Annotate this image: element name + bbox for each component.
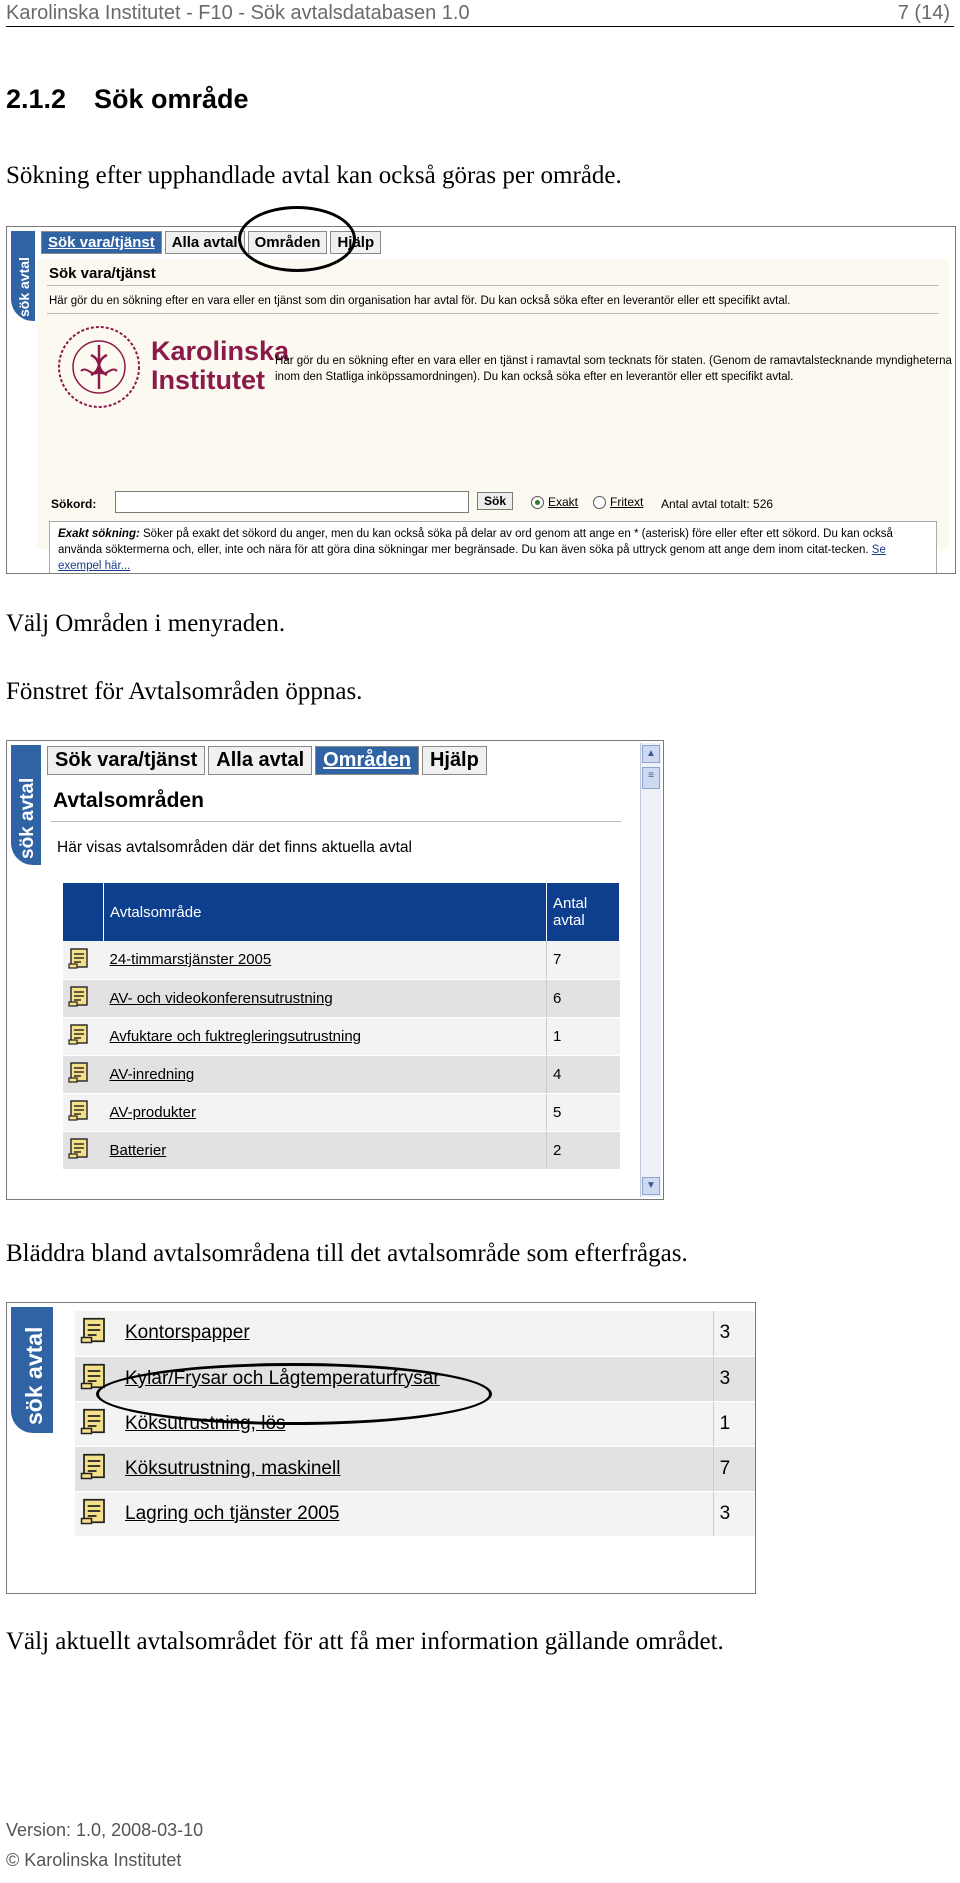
area-count: 2: [547, 1131, 620, 1169]
area-count: 7: [713, 1446, 755, 1491]
table-row[interactable]: [63, 1017, 620, 1055]
radio-exact[interactable]: [531, 495, 578, 509]
area-count: 6: [547, 979, 620, 1017]
examples-link[interactable]: Se exempel här...: [58, 544, 886, 572]
document-icon: [79, 1451, 109, 1481]
side-banner-label: sök avtal: [16, 257, 32, 317]
highlight-ellipse: [96, 1363, 492, 1425]
karolinska-seal-logo: [57, 325, 141, 409]
total-count: Antal avtal totalt: 526: [661, 497, 774, 511]
footer-copyright: [6, 1850, 181, 1871]
area-link[interactable]: Batterier: [104, 1131, 547, 1169]
search-button[interactable]: Sök: [477, 492, 513, 510]
side-banner: [11, 231, 35, 321]
side-banner: [11, 745, 41, 865]
count-column-header: Antal avtal: [547, 883, 620, 941]
side-banner-label: sök avtal: [17, 777, 38, 859]
page-number: 7 (14): [897, 2, 950, 24]
icon-column-header: [63, 883, 104, 941]
tab-omraden[interactable]: Områden: [248, 231, 328, 254]
document-icon: [79, 1496, 109, 1526]
area-count: 1: [713, 1401, 755, 1446]
area-count: 5: [547, 1093, 620, 1131]
table-row[interactable]: [63, 1055, 620, 1093]
table-row[interactable]: [63, 1093, 620, 1131]
paragraph-intro: Sökning efter upphandlade avtal kan också göras per område.: [6, 162, 622, 189]
area-link[interactable]: AV-produkter: [104, 1093, 547, 1131]
tab-sok-vara-tjanst[interactable]: Sök vara/tjänst: [47, 746, 205, 775]
area-link[interactable]: AV-inredning: [104, 1055, 547, 1093]
area-link[interactable]: AV- och videokonferensutrustning: [104, 979, 547, 1017]
area-link[interactable]: 24-timmarstjänster 2005: [104, 941, 547, 979]
scroll-thumb[interactable]: ≡: [642, 767, 660, 789]
screenshot-area-list: [6, 740, 664, 1200]
area-count: 3: [713, 1356, 755, 1401]
panel-subtitle: Avtalsområden: [53, 789, 204, 812]
area-panel: [41, 781, 631, 891]
wordmark-line-2: Institutet: [151, 365, 265, 395]
row-icon-cell: [63, 941, 104, 979]
panel-info-text: Här visas avtalsområden där det finns aktuella avtal: [57, 839, 412, 856]
highlight-ellipse: [238, 206, 356, 272]
area-link[interactable]: Lagring och tjänster 2005: [119, 1491, 713, 1536]
side-banner-label: sök avtal: [21, 1326, 47, 1425]
ki-description: Här gör du en sökning efter en vara eller en tjänst i ramavtal som tecknats för staten. (Genom de ramavtalstecknande myndigheterna inom den Statliga inköpssamordningen). Du kan också söka efter en leverantör eller ett specifikt avtal.: [275, 355, 952, 383]
area-table-scrolled: [75, 1311, 755, 1537]
scrollbar[interactable]: [640, 743, 661, 1197]
radio-fritext-label: Fritext: [610, 495, 644, 509]
menu-tabs: [47, 746, 490, 775]
area-column-header: Avtalsområde: [104, 883, 547, 941]
search-input[interactable]: [115, 491, 469, 513]
document-icon: [67, 1022, 91, 1046]
table-row[interactable]: [63, 979, 620, 1017]
tab-sok-vara-tjanst[interactable]: Sök vara/tjänst: [41, 231, 162, 254]
area-link[interactable]: Köksutrustning, maskinell: [119, 1446, 713, 1491]
scroll-up-icon[interactable]: ▲: [642, 745, 660, 763]
divider: [51, 821, 621, 822]
help-text: Söker på exakt det sökord du anger, men du kan också söka på delar av ord genom att ange en * (asterisk) före eller efter ett sökord. Du kan också använda söktermerna och, eller, inte och nära för att göra dina sökningar mer begränsade. Du kan även söka på uttryck genom att ange dem inom citat-tecken.: [58, 528, 893, 556]
karolinska-wordmark: [151, 337, 289, 395]
row-icon-cell: [63, 1131, 104, 1169]
row-icon-cell: [75, 1401, 119, 1446]
document-icon: [67, 946, 91, 970]
scroll-down-icon[interactable]: ▼: [642, 1177, 660, 1195]
document-icon: [67, 1060, 91, 1084]
area-link[interactable]: Avfuktare och fuktregleringsutrustning: [104, 1017, 547, 1055]
area-link[interactable]: Kylar/Frysar och Lågtemperaturfrysar: [119, 1356, 713, 1401]
divider: [47, 285, 939, 286]
table-row[interactable]: [63, 1131, 620, 1169]
paragraph-choose-omraden: Välj Områden i menyraden.: [6, 610, 286, 637]
tab-alla-avtal[interactable]: Alla avtal: [208, 746, 312, 775]
document-icon: [79, 1315, 109, 1345]
footer-version: Version: 1.0, 2008-03-10: [6, 1820, 204, 1840]
paragraph-window-opens: Fönstret för Avtalsområden öppnas.: [6, 678, 363, 705]
help-box: [49, 521, 937, 574]
table-row[interactable]: [75, 1491, 755, 1536]
row-icon-cell: [63, 979, 104, 1017]
radio-selected-icon: [531, 496, 544, 509]
help-heading: Exakt sökning:: [58, 528, 140, 540]
area-link[interactable]: Kontorspapper: [119, 1311, 713, 1356]
paragraph-browse: Bläddra bland avtalsområdena till det avtalsområde som efterfrågas.: [6, 1240, 688, 1267]
document-icon: [67, 1136, 91, 1160]
divider: [47, 313, 939, 314]
row-icon-cell: [75, 1311, 119, 1356]
table-row[interactable]: [63, 941, 620, 979]
panel-intro-text: Här gör du en sökning efter en vara eller en tjänst som din organisation har avtal för. Du kan också söka efter en leverantör eller ett specifikt avtal.: [49, 295, 791, 307]
tab-alla-avtal[interactable]: Alla avtal: [165, 231, 245, 254]
row-icon-cell: [63, 1017, 104, 1055]
page-header: [6, 0, 954, 27]
radio-unselected-icon: [593, 496, 606, 509]
side-banner: [11, 1307, 53, 1433]
wordmark-line-1: Karolinska: [151, 336, 290, 366]
area-link[interactable]: Köksutrustning, lös: [119, 1401, 713, 1446]
row-icon-cell: [75, 1491, 119, 1536]
area-count: 3: [713, 1311, 755, 1356]
area-count: 1: [547, 1017, 620, 1055]
search-label: Sökord:: [51, 497, 97, 511]
paragraph-select-area: Välj aktuellt avtalsområdet för att få mer information gällande området.: [6, 1628, 724, 1655]
footer-copyright-text: Karolinska Institutet: [24, 1850, 182, 1870]
copyright-icon: ©: [6, 1850, 20, 1870]
area-count: 7: [547, 941, 620, 979]
area-count: 4: [547, 1055, 620, 1093]
document-icon: [67, 984, 91, 1008]
section-title: Sök område: [94, 84, 249, 114]
radio-fritext[interactable]: [593, 495, 643, 509]
screenshot-search-page: [6, 226, 956, 574]
document-icon: [79, 1406, 109, 1436]
section-number: 2.1.2: [6, 84, 67, 114]
table-row[interactable]: [75, 1446, 755, 1491]
radio-exact-label: Exakt: [548, 495, 579, 509]
area-table: [63, 883, 620, 1170]
row-icon-cell: [63, 1055, 104, 1093]
tab-hjalp[interactable]: Hjälp: [330, 231, 381, 254]
tab-hjalp[interactable]: Hjälp: [422, 746, 487, 775]
document-icon: [67, 1098, 91, 1122]
table-row[interactable]: [75, 1311, 755, 1356]
search-panel: [37, 259, 952, 572]
tab-omraden[interactable]: Områden: [315, 746, 419, 775]
screenshot-area-list-scrolled: [6, 1302, 756, 1594]
panel-subtitle: Sök vara/tjänst: [49, 265, 156, 282]
row-icon-cell: [63, 1093, 104, 1131]
area-count: 3: [713, 1491, 755, 1536]
section-heading: [6, 84, 249, 115]
document-title: Karolinska Institutet - F10 - Sök avtalsdatabasen 1.0: [6, 2, 470, 24]
row-icon-cell: [75, 1446, 119, 1491]
